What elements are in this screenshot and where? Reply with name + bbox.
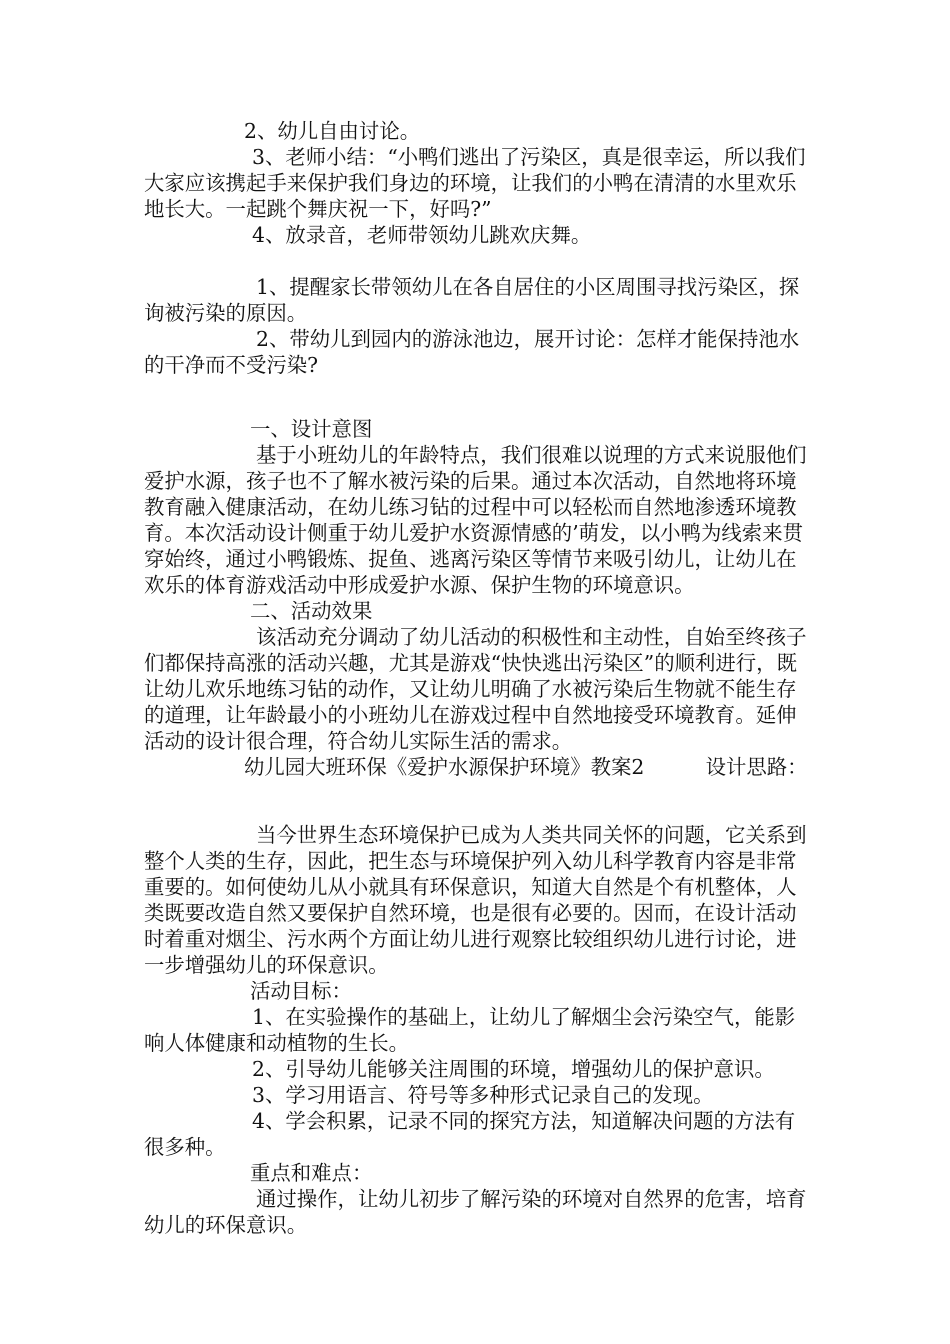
document-paragraph: 通过操作，让幼儿初步了解污染的环境对自然界的危害，培育幼儿的环保意识。 bbox=[144, 1187, 807, 1237]
paragraph-spacer bbox=[144, 780, 809, 822]
document-body bbox=[144, 118, 809, 1238]
document-paragraph: 4、学会积累，记录不同的探究方法，知道解决问题的方法有很多种。 bbox=[144, 1109, 796, 1159]
document-paragraph: 该活动充分调动了幼儿活动的积极性和主动性，自始至终孩子们都保持高涨的活动兴趣，尤其是游戏“快快逃出污染区”的顺利进行，既让幼儿欢乐地练习钻的动作，又让幼儿明确了水被污染后生物就不能生存的道理，让年龄最小的小班幼儿在游戏过程中自然地接受环境教育。延伸活动的设计很合理，符合幼儿实际生活的需求。 bbox=[144, 625, 807, 753]
document-paragraph: 2、引导幼儿能够关注周围的环境，增强幼儿的保护意识。 bbox=[252, 1057, 775, 1081]
document-paragraph: 3、学习用语言、符号等多种形式记录自己的发现。 bbox=[252, 1083, 714, 1107]
document-paragraph: 3、老师小结：“小鸭们逃出了污染区，真是很幸运，所以我们大家应该携起手来保护我们身边的环境，让我们的小鸭在清清的水里欢乐地长大。一起跳个舞庆祝一下，好吗?” bbox=[144, 145, 806, 221]
document-paragraph: 4、放录音，老师带领幼儿跳欢庆舞。 bbox=[252, 223, 592, 247]
document-paragraph: 一、设计意图 bbox=[250, 417, 373, 441]
document-paragraph: 1、提醒家长带领幼儿在各自居住的小区周围寻找污染区，探询被污染的原因。 bbox=[144, 275, 800, 325]
paragraph-spacer bbox=[144, 378, 809, 416]
document-paragraph: 幼儿园大班环保《爱护水源保护环境》教案2 设计思路： bbox=[244, 755, 808, 779]
document-paragraph: 2、幼儿自由讨论。 bbox=[244, 119, 421, 143]
document-paragraph: 活动目标： bbox=[250, 979, 352, 1003]
document-paragraph: 当今世界生态环境保护已成为人类共同关怀的问题，它关系到整个人类的生存，因此，把生态与环境保护列入幼儿科学教育内容是非常重要的。如何使幼儿从小就具有环保意识，知道大自然是个有机整体，人类既要改造自然又要保护自然环境，也是很有必要的。因而，在设计活动时着重对烟尘、污水两个方面让幼儿进行观察比较组织幼儿进行讨论，进一步增强幼儿的环保意识。 bbox=[144, 823, 807, 977]
document-paragraph: 二、活动效果 bbox=[250, 599, 373, 623]
document-paragraph: 1、在实验操作的基础上，让幼儿了解烟尘会污染空气，能影响人体健康和动植物的生长。 bbox=[144, 1005, 796, 1055]
document-paragraph: 2、带幼儿到园内的游泳池边，展开讨论：怎样才能保持池水的干净而不受污染? bbox=[144, 327, 800, 377]
document-paragraph: 基于小班幼儿的年龄特点，我们很难以说理的方式来说服他们爱护水源，孩子也不了解水被污染的后果。通过本次活动，自然地将环境教育融入健康活动，在幼儿练习钻的过程中可以轻松而自然地渗透环境教育。本次活动设计侧重于幼儿爱护水资源情感的’萌发，以小鸭为线索来贯穿始终，通过小鸭锻炼、捉鱼、逃离污染区等情节来吸引幼儿，让幼儿在欢乐的体育游戏活动中形成爱护水源、保护生物的环境意识。 bbox=[144, 443, 807, 597]
document-paragraph: 重点和难点： bbox=[250, 1161, 373, 1185]
paragraph-spacer bbox=[144, 248, 809, 274]
